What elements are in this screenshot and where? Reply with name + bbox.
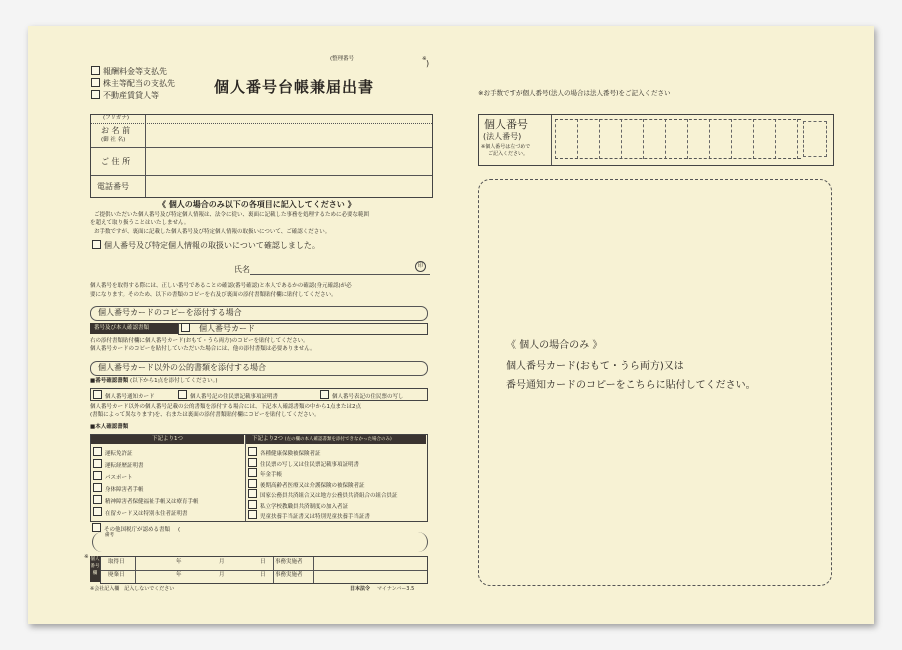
checkbox[interactable] bbox=[248, 447, 257, 456]
checkbox[interactable] bbox=[93, 483, 102, 492]
digit-divider bbox=[775, 119, 776, 159]
seal-mark: 印 bbox=[415, 261, 426, 272]
day-label: 日 bbox=[260, 572, 266, 578]
checkbox[interactable] bbox=[93, 471, 102, 480]
col1-list bbox=[93, 447, 199, 519]
checkbox-label: 不動産賃貸人等 bbox=[103, 91, 159, 100]
col1-item-label: 身体障害者手帳 bbox=[105, 487, 144, 493]
col1-header: 下記より1つ bbox=[91, 435, 244, 444]
number-sub-label: (法人番号) bbox=[483, 132, 522, 141]
number-label: 個人番号 bbox=[484, 118, 528, 131]
checkbox[interactable] bbox=[178, 390, 187, 399]
checkbox-row-1[interactable] bbox=[91, 66, 167, 77]
option2-subheading-row bbox=[90, 378, 218, 385]
staff-label: 事務実施者 bbox=[275, 559, 303, 565]
instruction-text-2: 要になります。そのため、以下の書類のコピーを右及び裏面の添付書類貼付欄に貼付してください。 bbox=[90, 292, 337, 298]
divider bbox=[91, 147, 432, 148]
checkbox[interactable] bbox=[93, 459, 102, 468]
consent-text-3: お手数ですが、裏面に記載した個人番号及び特定個人情報の取扱いについて、ご確認ください。 bbox=[94, 229, 331, 235]
digit-divider bbox=[599, 119, 600, 159]
col2-item-label: 私立学校教職員共済制度の加入者証 bbox=[260, 503, 349, 510]
option2-item-1[interactable] bbox=[93, 390, 155, 401]
option2-item-3[interactable] bbox=[320, 390, 404, 401]
option2-note-1: 個人番号カード以外の個人番号記載の公的書類を添付する場合には、下記本人確認書類の中から1点または2点 bbox=[90, 404, 362, 410]
checkbox[interactable] bbox=[181, 323, 190, 332]
seiri-label: (整理番号 bbox=[330, 56, 355, 62]
consent-text-1: ご提供いただいた個人番号及び特定個人情報は、法令に従い、裏面に記載した事務を処理するために必要な範囲 bbox=[94, 212, 370, 218]
col2-item-label: 後期高齢者医療又は介護保険の被保険者証 bbox=[260, 482, 365, 489]
checkbox[interactable] bbox=[91, 90, 100, 99]
col2-sub-header: (左の欄の本人確認書類を添付できなかった場合のみ) bbox=[284, 437, 392, 442]
option2-sub-note: (以下から1点を添付してください。) bbox=[129, 378, 218, 384]
checkbox[interactable] bbox=[93, 447, 102, 456]
option1-card-label: 個人番号カード bbox=[199, 324, 255, 333]
col2-item[interactable] bbox=[248, 489, 398, 500]
checkbox[interactable] bbox=[248, 489, 257, 498]
digit-divider bbox=[753, 119, 754, 159]
col1-item[interactable] bbox=[93, 459, 199, 471]
digit-divider bbox=[731, 119, 732, 159]
option2-item-label: 個人番号記の住民票記載事項証明書 bbox=[190, 394, 279, 400]
other-doc-label: その他国税庁が認める書類 bbox=[104, 527, 171, 533]
col2-item-label: 年金手帳 bbox=[260, 472, 283, 478]
option1-card-row[interactable] bbox=[181, 323, 255, 334]
col1-item-label: パスポート bbox=[105, 475, 133, 481]
col1-item[interactable] bbox=[93, 471, 199, 483]
consent-heading: 《 個人の場合のみ以下の各項目に記入してください 》 bbox=[158, 200, 356, 209]
col2-item[interactable] bbox=[248, 447, 398, 458]
checkbox[interactable] bbox=[91, 78, 100, 87]
col2-item[interactable] bbox=[248, 510, 398, 521]
col1-item-label: 精神障害者保健福祉手帳又は療育手帳 bbox=[105, 499, 199, 505]
check-digit-cell[interactable] bbox=[803, 121, 827, 157]
col2-list bbox=[248, 447, 398, 521]
option2-item-2[interactable] bbox=[178, 390, 278, 401]
digit-divider bbox=[555, 119, 556, 159]
col2-item[interactable] bbox=[248, 458, 398, 469]
number-instruction: ※お手数ですが個人番号(法人の場合は法人番号)をご記入ください bbox=[478, 89, 671, 97]
paste-line-1: 個人番号カード(おもて・うら両方)又は bbox=[506, 361, 684, 372]
month-label: 月 bbox=[219, 572, 225, 578]
option2-item-label: 個人番号表記の住民票の写し bbox=[332, 394, 404, 400]
checkbox[interactable] bbox=[92, 523, 101, 532]
col1-item-label: 在留カード又は特別永住者証明書 bbox=[105, 511, 188, 517]
checkbox[interactable] bbox=[320, 390, 329, 399]
col2-header-bar bbox=[246, 435, 426, 444]
col1-item-label: 運転免許証 bbox=[105, 451, 133, 457]
divider bbox=[91, 123, 432, 124]
digit-divider bbox=[687, 119, 688, 159]
col1-item-label: 運転経歴証明書 bbox=[105, 463, 144, 469]
option1-bar-label: 番号及び本人確認書類 bbox=[90, 323, 178, 334]
col2-item-label: 国家公務員共済組合又は地方公務員共済組合の組合員証 bbox=[260, 493, 398, 499]
shimei-label: 氏名 bbox=[234, 265, 250, 274]
checkbox[interactable] bbox=[93, 495, 102, 504]
digit-divider bbox=[709, 119, 710, 159]
digit-border bbox=[555, 158, 801, 159]
day-label: 日 bbox=[260, 559, 266, 565]
form-sheet bbox=[28, 26, 874, 624]
number-box bbox=[478, 114, 834, 166]
footer-brand: 日本法令 bbox=[350, 586, 371, 592]
digit-divider bbox=[797, 119, 798, 159]
digit-divider bbox=[643, 119, 644, 159]
furigana-label: (フリガナ) bbox=[103, 115, 130, 121]
name-sub-label: (御 社 名) bbox=[101, 137, 126, 143]
disposed-label: 廃棄日 bbox=[108, 572, 125, 578]
address-label: ご 住 所 bbox=[101, 157, 131, 166]
option2-item-label: 個人番号通知カード bbox=[105, 394, 155, 400]
instruction-text-1: 個人番号を取得する際には、正しい番号であることの確認(番号確認)と本人であるかの確認(身元確認)が必 bbox=[90, 283, 352, 289]
option2-title: 個人番号カード以外の公的書類を添付する場合 bbox=[98, 363, 266, 372]
divider bbox=[91, 175, 432, 176]
checkbox[interactable] bbox=[248, 510, 257, 519]
year-label: 年 bbox=[176, 559, 182, 565]
bikou-field[interactable] bbox=[92, 532, 428, 552]
col1-item[interactable] bbox=[93, 507, 199, 519]
checkbox[interactable] bbox=[92, 240, 101, 249]
identity-docs-heading: ■本人確認書類 bbox=[90, 424, 129, 430]
consent-check-row[interactable] bbox=[92, 240, 320, 251]
checkbox[interactable] bbox=[93, 507, 102, 516]
checkbox-row-2[interactable] bbox=[91, 78, 175, 89]
checkbox[interactable] bbox=[91, 66, 100, 75]
digit-divider bbox=[621, 119, 622, 159]
checkbox-label: 報酬料金等支払先 bbox=[103, 67, 167, 76]
option2-sub-heading: ■番号確認書類 bbox=[90, 378, 129, 384]
col1-item[interactable] bbox=[93, 447, 199, 459]
address-field[interactable] bbox=[147, 149, 431, 174]
signature-line bbox=[250, 274, 430, 275]
seiri-close: ) bbox=[426, 59, 430, 68]
divider bbox=[101, 570, 427, 571]
paste-heading: 《 個人の場合のみ 》 bbox=[506, 340, 603, 351]
checkbox-label: 株主等配当の支払先 bbox=[103, 79, 175, 88]
option1-title: 個人番号カードのコピーを添付する場合 bbox=[98, 308, 242, 317]
paste-line-2: 番号通知カードのコピーをこちらに貼付してください。 bbox=[506, 380, 756, 391]
bikou-label: 備考 bbox=[105, 533, 114, 538]
checkbox[interactable] bbox=[248, 479, 257, 488]
col1-item[interactable] bbox=[93, 483, 199, 495]
digit-border bbox=[555, 119, 801, 120]
checkbox[interactable] bbox=[248, 458, 257, 467]
divider bbox=[145, 115, 146, 197]
number-note-2: ご記入ください。 bbox=[488, 151, 529, 157]
col2-item[interactable] bbox=[248, 500, 398, 511]
name-field[interactable] bbox=[147, 125, 431, 146]
note-mark: ※ bbox=[422, 56, 427, 62]
digit-divider bbox=[665, 119, 666, 159]
option1-note-1: 右の添付書類貼付欄に個人番号カード(おもて・うら両方)のコピーを貼付してください。 bbox=[90, 338, 309, 344]
option1-note-2: 個人番号カードのコピーを貼付していただいた場合には、他の添付書類は必要ありません。 bbox=[90, 346, 316, 352]
phone-label: 電話番号 bbox=[97, 182, 129, 191]
office-mark: ※ bbox=[84, 554, 89, 560]
office-side-label: 個人番号欄 bbox=[90, 556, 100, 582]
option2-note-2: (書類によって異なります)を、右または裏面の添付書類貼付欄にコピーを貼付してください。 bbox=[90, 412, 320, 418]
checkbox[interactable] bbox=[248, 468, 257, 477]
year-label: 年 bbox=[176, 572, 182, 578]
col2-item[interactable] bbox=[248, 468, 398, 479]
phone-field[interactable] bbox=[147, 177, 431, 196]
staff-label: 事務実施者 bbox=[275, 572, 303, 578]
divider bbox=[313, 557, 314, 583]
footer-code: マイナンバー3.5 bbox=[377, 586, 415, 592]
checkbox[interactable] bbox=[248, 500, 257, 509]
col2-item[interactable] bbox=[248, 479, 398, 490]
number-note-1: ※個人番号は左づめで bbox=[481, 144, 531, 150]
acquired-label: 取得日 bbox=[108, 559, 125, 565]
divider bbox=[135, 557, 136, 583]
page-title: 個人番号台帳兼届出書 bbox=[214, 78, 375, 96]
divider bbox=[273, 557, 274, 583]
number-input-grid[interactable] bbox=[555, 119, 829, 159]
footer-note: ※会社記入欄 記入しないでください bbox=[90, 586, 175, 592]
digit-divider bbox=[577, 119, 578, 159]
col1-item[interactable] bbox=[93, 495, 199, 507]
col2-item-label: 住民票の写し又は住民票記載事項証明書 bbox=[260, 461, 360, 468]
col2-item-label: 各種健康保険被保険者証 bbox=[260, 451, 321, 457]
col2-header: 下記より2つ bbox=[252, 436, 283, 442]
divider bbox=[245, 435, 246, 521]
consent-check-label: 個人番号及び特定個人情報の取扱いについて確認しました。 bbox=[104, 241, 320, 250]
checkbox-row-3[interactable] bbox=[91, 90, 159, 101]
divider bbox=[551, 115, 552, 165]
month-label: 月 bbox=[219, 559, 225, 565]
other-doc-open: ( bbox=[178, 527, 181, 533]
consent-text-2: を超えて取り扱うことはいたしません。 bbox=[90, 220, 190, 226]
name-label: お 名 前 bbox=[101, 126, 131, 135]
identity-table bbox=[90, 114, 433, 198]
col2-item-label: 児童扶養手当証書又は特別児童扶養手当証書 bbox=[260, 514, 371, 520]
checkbox[interactable] bbox=[93, 390, 102, 399]
